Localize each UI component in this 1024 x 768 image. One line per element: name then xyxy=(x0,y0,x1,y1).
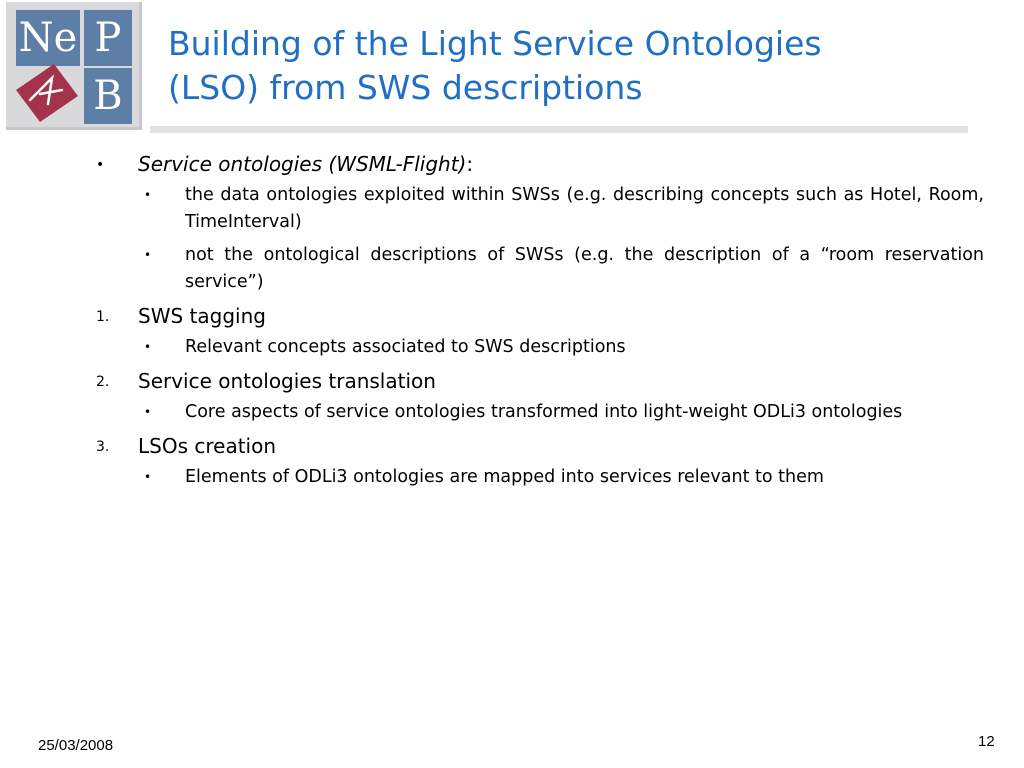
list-item-service-ontologies xyxy=(92,150,984,178)
sub-item xyxy=(92,242,984,296)
slide-title xyxy=(168,22,998,110)
title-underline-rule xyxy=(150,126,968,133)
logo-letters-ne: Ne xyxy=(16,10,80,66)
list-item-text: Service ontologies (WSML-Flight) xyxy=(138,152,467,176)
sub-bullet-marker: • xyxy=(144,405,152,419)
sub-item-text: the data ontologies exploited within SWSs (e.g. describing concepts such as Hotel, Room, TimeInterval) xyxy=(185,185,984,232)
number-marker: 2. xyxy=(96,374,110,390)
sub-bullet-marker: • xyxy=(144,340,152,354)
sub-item xyxy=(92,334,984,361)
sub-bullet-marker: • xyxy=(144,248,152,262)
number-marker: 1. xyxy=(96,309,110,325)
sub-item-text: Core aspects of service ontologies transformed into light-weight ODLi3 ontologies xyxy=(185,402,903,422)
slide-page-number: 12 xyxy=(978,733,995,750)
footer-date: 25/03/2008 xyxy=(38,737,114,754)
list-item-ontologies-translation xyxy=(92,367,984,395)
sub-item xyxy=(92,464,984,491)
list-item-lsos-creation xyxy=(92,432,984,460)
logo-letter-p: P xyxy=(84,10,132,66)
sub-item-text: Elements of ODLi3 ontologies are mapped into services relevant to them xyxy=(185,467,824,487)
list-item-text: LSOs creation xyxy=(138,434,277,458)
sub-item-text: Relevant concepts associated to SWS descriptions xyxy=(185,337,626,357)
list-item-text: Service ontologies translation xyxy=(138,369,436,393)
sub-bullet-marker: • xyxy=(144,470,152,484)
logo-4-diamond-icon xyxy=(14,60,80,126)
bullet-marker: • xyxy=(96,157,105,173)
sub-item xyxy=(92,399,984,426)
sub-item xyxy=(92,182,984,236)
logo-letter-b: B xyxy=(84,68,132,124)
slide-title-line-2: (LSO) from SWS descriptions xyxy=(168,68,643,107)
list-item-sws-tagging xyxy=(92,302,984,330)
list-item-colon: : xyxy=(466,152,474,176)
nep4b-logo xyxy=(6,2,142,130)
slide-body xyxy=(92,150,984,497)
sub-bullet-marker: • xyxy=(144,188,152,202)
sub-item-text: not the ontological descriptions of SWSs (e.g. the description of a “room reservation service”) xyxy=(185,245,984,292)
number-marker: 3. xyxy=(96,439,110,455)
slide-title-line-1: Building of the Light Service Ontologies xyxy=(168,24,822,63)
list-item-text: SWS tagging xyxy=(138,304,266,328)
